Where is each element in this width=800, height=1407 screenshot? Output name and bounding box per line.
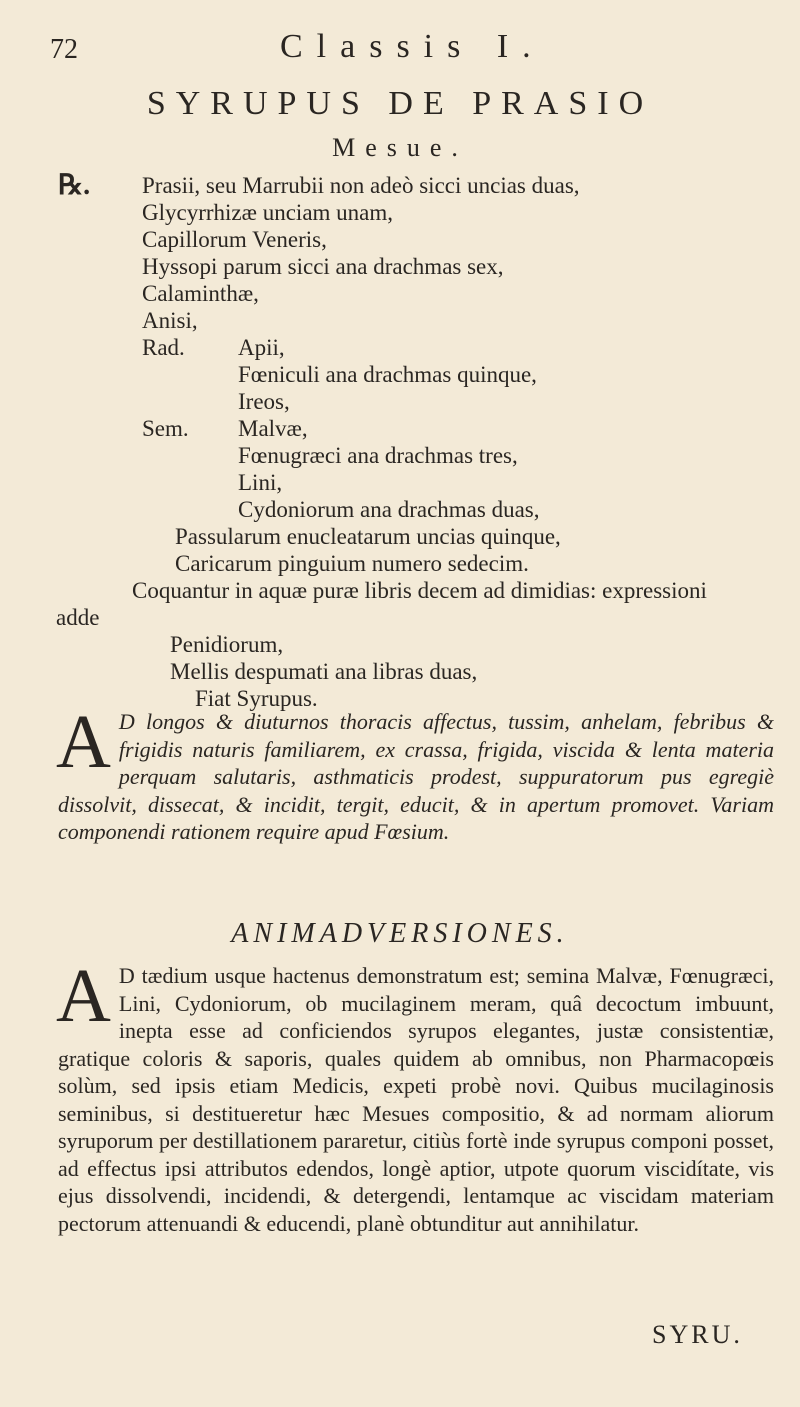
ingredient-line xyxy=(60,253,780,280)
ingredient-text: Penidiorum, xyxy=(170,632,284,657)
sem-prefix: Sem. xyxy=(142,416,189,441)
ingredient-text: Calaminthæ, xyxy=(142,281,259,306)
ingredient-line xyxy=(60,280,780,307)
ingredient-text: Ireos, xyxy=(238,389,290,414)
animadversiones-paragraph xyxy=(56,954,774,1312)
animadversiones-text: D tædium usque hactenus demonstratum est; semina Malvæ, Fœnugræci, Lini, Cydoniorum, ob mucilaginem meram, quâ decoctum imbuunt, inepta esse ad conficiendos syrupos elegantes, justæ consistentiæ, gratique coloris & saporis, quales quidem ab omnibus, non Pharmacopœis solùm, sed ipsis etiam Medicis, expeti probè novi. Quibus mucilaginosis seminibus, si destitueretur hæc Mesues compositio, & ad normam aliorum syruporum per destillationem pararetur, citiùs fortè inde syrupus componi posset, ad effectus ipsi attributos edendos, longè aptior, utpote quorum viscidítate, vis ejus dissolvendi, incidendi, & detergendi, lentamque ac viscidam materiam pectorum attenuandi & educendi, planè obtunditur aut annihilatur. xyxy=(58,963,774,1236)
ingredient-text: Fœniculi ana drachmas quinque, xyxy=(238,362,537,387)
usage-text: D longos & diuturnos thoracis affectus, tussim, anhelam, febribus & frigidis naturis familiarem, ex crassa, frigida, viscida & lenta materia perquam salutaris, asthmaticis prodest, suppuratorum pus egregiè dissolvit, dissecat, & incidit, tergit, educit, & in apertum promovet. Variam componendi rationem require apud Fœsium. xyxy=(58,709,774,844)
ingredient-text: Prasii, seu Marrubii non adeò sicci uncias duas, xyxy=(142,173,580,198)
recipe-ingredients xyxy=(56,170,780,712)
catchword: SYRU. xyxy=(652,1320,743,1349)
recipe-title: SYRUPUS DE PRASIO xyxy=(146,85,654,122)
ingredient-text: Lini, xyxy=(238,470,283,495)
ingredient-text: Hyssopi parum sicci ana drachmas sex, xyxy=(142,254,504,279)
ingredient-line xyxy=(60,226,780,253)
ingredient-line xyxy=(60,307,780,334)
ingredient-text: Capillorum Veneris, xyxy=(142,227,327,252)
ingredient-text: Cydoniorum ana drachmas duas, xyxy=(238,497,540,522)
ingredient-line xyxy=(60,334,780,361)
ingredient-text: Caricarum pinguium numero sedecim. xyxy=(175,551,529,576)
usage-paragraph xyxy=(56,700,774,908)
instruction-line xyxy=(56,604,780,631)
ingredient-line xyxy=(60,658,780,685)
ingredient-text: Glycyrrhizæ unciam unam, xyxy=(142,200,394,225)
page-header xyxy=(50,28,770,68)
ingredient-line xyxy=(60,415,780,442)
ingredient-text: Anisi, xyxy=(142,308,198,333)
ingredient-line xyxy=(60,388,780,415)
ingredient-text: Fœnugræci ana drachmas tres, xyxy=(238,443,518,468)
ingredient-line xyxy=(60,361,780,388)
ingredient-text: Fiat Syrupus. xyxy=(195,686,318,711)
drop-cap: A xyxy=(56,700,111,784)
instruction-line xyxy=(60,577,780,604)
recipe-author: Mesue. xyxy=(332,133,468,162)
instruction-text: adde xyxy=(56,605,100,630)
ingredient-line xyxy=(60,442,780,469)
ingredient-line xyxy=(60,172,780,199)
ingredient-line xyxy=(60,523,780,550)
page-number: 72 xyxy=(50,34,78,65)
ingredient-line xyxy=(60,550,780,577)
ingredient-line xyxy=(60,496,780,523)
ingredient-text: Malvæ, xyxy=(238,416,308,441)
rad-prefix: Rad. xyxy=(142,335,185,360)
instruction-text: Coquantur in aquæ puræ libris decem ad dimidias: expressioni xyxy=(132,578,707,603)
recipe-symbol: ℞. xyxy=(58,170,91,201)
ingredient-text: Apii, xyxy=(238,335,285,360)
ingredient-line xyxy=(60,199,780,226)
running-head: Classis I. xyxy=(280,28,545,65)
ingredient-text: Mellis despumati ana libras duas, xyxy=(170,659,478,684)
ingredient-line xyxy=(60,469,780,496)
drop-cap: A xyxy=(56,954,111,1038)
ingredient-text: Passularum enucleatarum uncias quinque, xyxy=(175,524,561,549)
section-title: ANIMADVERSIONES. xyxy=(231,918,569,949)
ingredient-line xyxy=(60,631,780,658)
